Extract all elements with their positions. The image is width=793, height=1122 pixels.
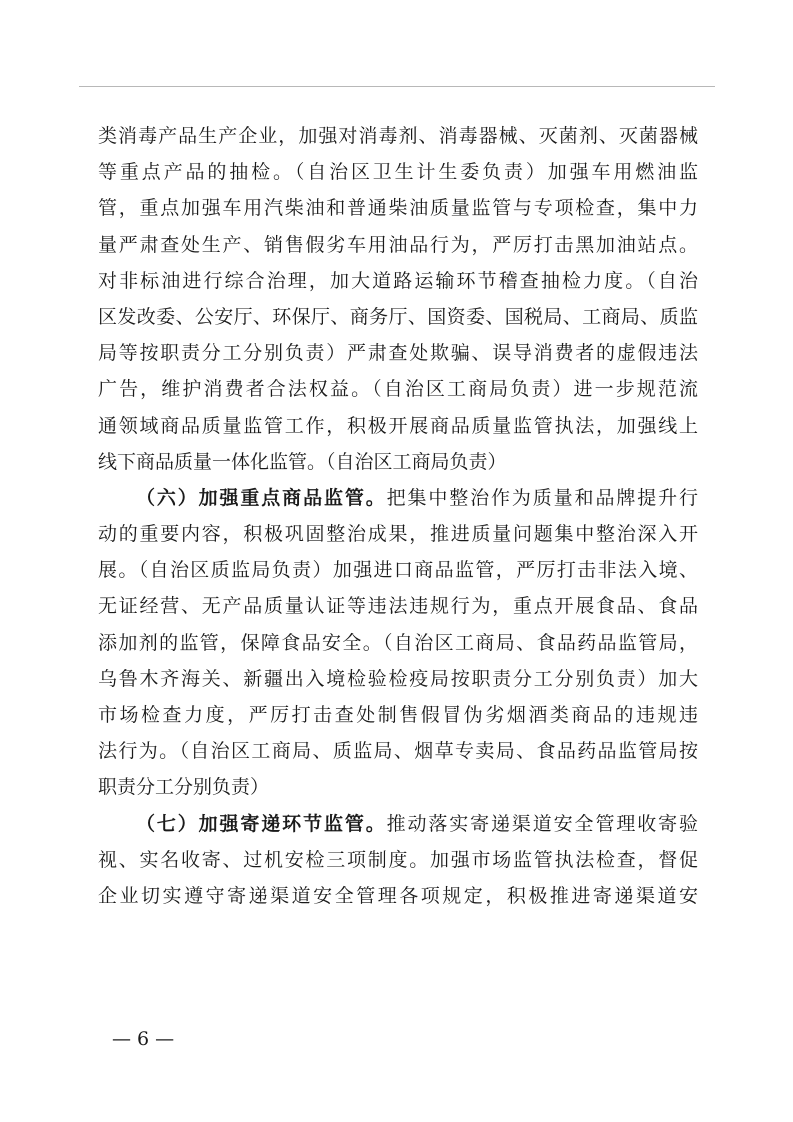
- section-6-first-text: 把集中整治作为质量和品牌提升行: [386, 486, 698, 509]
- section-7-first-line: [98, 806, 698, 842]
- body-line: 管，重点加强车用汽柴油和普通柴油质量监管与专项检查，集中力: [98, 197, 698, 220]
- section-7-heading: （七）加强寄递环节监管。: [136, 812, 387, 835]
- body-line: 局等按职责分工分别负责）严肃查处欺骗、误导消费者的虚假违法: [98, 342, 698, 365]
- section-6-line: 市场检查力度，严厉打击查处制售假冒伪劣烟酒类商品的违规违: [98, 704, 698, 726]
- body-line: 通领域商品质量监管工作，积极开展商品质量监管执法，加强线上: [98, 414, 698, 437]
- document-body: [98, 118, 698, 914]
- section-6-line: 乌鲁木齐海关、新疆出入境检验检疫局按职责分工分别负责）加大: [98, 667, 698, 690]
- section-7-line: 企业切实遵守寄递渠道安全管理各项规定，积极推进寄递渠道安: [98, 884, 698, 907]
- section-6-line: 动的重要内容，积极巩固整治成果，推进质量问题集中整治深入开: [98, 523, 698, 546]
- section-7-line: 视、实名收寄、过机安检三项制度。加强市场监管执法检查，督促: [98, 848, 698, 871]
- section-6-first-line: [98, 480, 698, 516]
- body-line: 量严肃查处生产、销售假劣车用油品行为，严厉打击黑加油站点。: [98, 233, 698, 256]
- body-line: 等重点产品的抽检。（自治区卫生计生委负责）加强车用燃油监: [98, 161, 698, 184]
- section-6-heading: （六）加强重点商品监管。: [136, 486, 387, 509]
- section-6-line: 添加剂的监管，保障食品安全。（自治区工商局、食品药品监管局，: [98, 631, 698, 654]
- body-line: 类消毒产品生产企业，加强对消毒剂、消毒器械、灭菌剂、灭菌器械: [98, 125, 698, 147]
- body-line: 线下商品质量一体化监管。（自治区工商局负责）: [98, 450, 507, 473]
- page-number: — 6 —: [112, 1028, 175, 1050]
- body-line: 对非标油进行综合治理，加大道路运输环节稽查抽检力度。（自治: [98, 269, 698, 292]
- section-6-line: 展。（自治区质监局负责）加强进口商品监管，严厉打击非法入境、: [98, 559, 698, 582]
- body-line: 广告，维护消费者合法权益。（自治区工商局负责）进一步规范流: [98, 378, 698, 401]
- section-6-line: 法行为。（自治区工商局、质监局、烟草专卖局、食品药品监管局按: [98, 740, 698, 763]
- section-6-line: 无证经营、无产品质量认证等违法违规行为，重点开展食品、食品: [98, 595, 698, 618]
- section-7-first-text: 推动落实寄递渠道安全管理收寄验: [386, 812, 698, 835]
- body-line: 区发改委、公安厅、环保厅、商务厅、国资委、国税局、工商局、质监: [98, 305, 698, 328]
- section-6-line: 职责分工分别负责）: [98, 776, 270, 799]
- header-rule: [79, 86, 715, 87]
